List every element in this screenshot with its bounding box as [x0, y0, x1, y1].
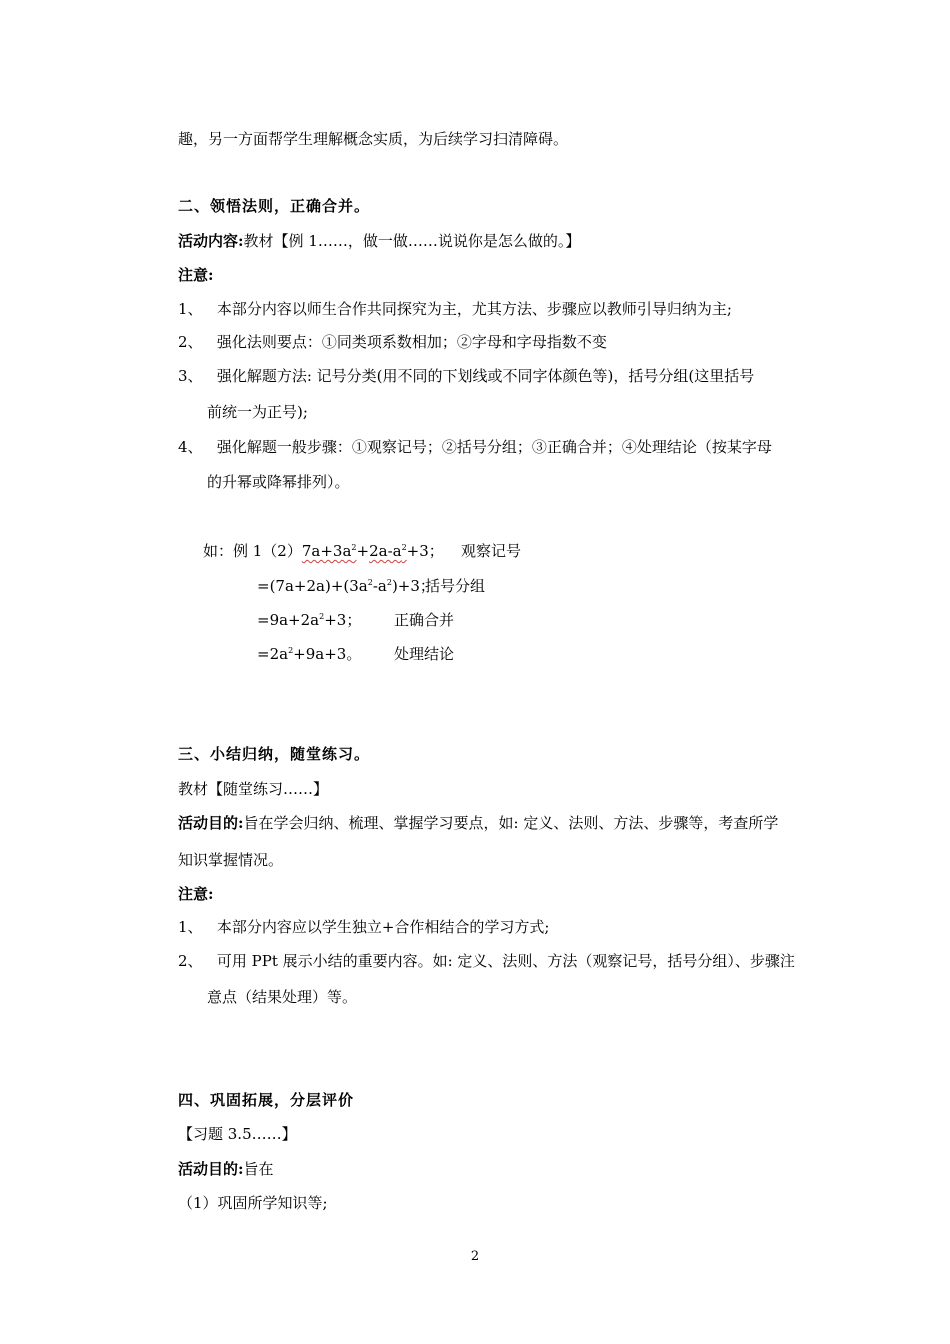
example-step-label: 正确合并 [394, 611, 455, 629]
activity-purpose-label: 活动目的: [178, 1160, 244, 1178]
section-heading-3: 三、小结归纳，随堂练习。 [178, 745, 371, 763]
note-item-number: 4、 [178, 438, 203, 456]
example-prefix: 如：例 1（2） [203, 542, 302, 560]
example-step-4: $=2a^2+9a+3$。 处理结论 [257, 645, 455, 663]
example-step-2: $=(7a+2a)+(3a^2-a^2)+3$； 括号分组 [257, 577, 486, 595]
note-item-text: 强化解题一般步骤：①观察记号；②括号分组；③正确合并；④处理结论（按某字母 [216, 438, 772, 456]
note-item-number: 2、 [178, 952, 203, 970]
note-item-number: 1、 [178, 918, 203, 936]
example-term-underlined: $7a+3a^2$ [301, 542, 357, 560]
note-item [178, 437, 772, 457]
example-step-1: 如：例 $1(2)7a+3a^2+2a-a^2+3$； 观察记号 [203, 542, 522, 560]
paragraph-line: 知识掌握情况。 [178, 851, 284, 869]
activity-purpose-line [178, 813, 778, 833]
note-item [178, 299, 732, 319]
example-term-underlined: $2a-a^2$ [369, 542, 407, 560]
activity-content-label: 活动内容: [178, 232, 244, 250]
page-number: 2 [470, 1249, 480, 1264]
note-item-text: 本部分内容应以学生独立+合作相结合的学习方式; [216, 918, 550, 936]
note-item-number: 2、 [178, 333, 203, 351]
activity-content-text: 教材【例 1……，做一做……说说你是怎么做的。】 [243, 232, 581, 250]
section-heading-4: 四、巩固拓展，分层评价 [178, 1091, 355, 1109]
note-label: 注意: [178, 885, 214, 903]
activity-purpose-text: 旨在 [243, 1160, 274, 1178]
note-item-number: 1、 [178, 300, 203, 318]
example-step-label: 观察记号 [461, 542, 522, 560]
note-item [178, 332, 607, 352]
activity-purpose-text: 旨在学会归纳、梳理、掌握学习要点，如: 定义、法则、方法、步骤等，考查所学 [243, 814, 779, 832]
example-step-label: 括号分组 [425, 577, 486, 595]
note-item-text: 强化解题方法: 记号分类(用不同的下划线或不同字体颜色等)，括号分组(这里括号 [216, 367, 755, 385]
note-item [178, 366, 754, 386]
paragraph-line: 趣，另一方面帮学生理解概念实质，为后续学习扫清障碍。 [178, 130, 569, 148]
activity-content-line [178, 231, 580, 251]
activity-purpose-line [178, 1159, 274, 1179]
note-item-text: 可用 PPt 展示小结的重要内容。如: 定义、法则、方法（观察记号，括号分组）、步骤注 [216, 952, 795, 970]
note-item-continuation: 的升幂或降幂排列）。 [207, 473, 350, 491]
note-item-number: 3、 [178, 367, 203, 385]
note-item [178, 951, 795, 971]
exercise-line: 【习题 3.5……】 [178, 1125, 297, 1143]
note-item-continuation: 前统一为正号); [207, 403, 308, 421]
section-heading-2: 二、领悟法则，正确合并。 [178, 197, 371, 215]
note-item [178, 917, 549, 937]
list-item: （1）巩固所学知识等; [178, 1194, 328, 1212]
example-step-label: 处理结论 [394, 645, 455, 663]
example-step-3: $=9a+2a^2+3$； 正确合并 [257, 611, 455, 629]
note-item-text: 本部分内容以师生合作共同探究为主，尤其方法、步骤应以教师引导归纳为主; [216, 300, 732, 318]
textbook-line: 教材【随堂练习……】 [178, 780, 329, 798]
note-item-continuation: 意点（结果处理）等。 [207, 988, 358, 1006]
activity-purpose-label: 活动目的: [178, 814, 244, 832]
note-label: 注意: [178, 266, 214, 284]
note-item-text: 强化法则要点：①同类项系数相加；②字母和字母指数不变 [216, 333, 607, 351]
